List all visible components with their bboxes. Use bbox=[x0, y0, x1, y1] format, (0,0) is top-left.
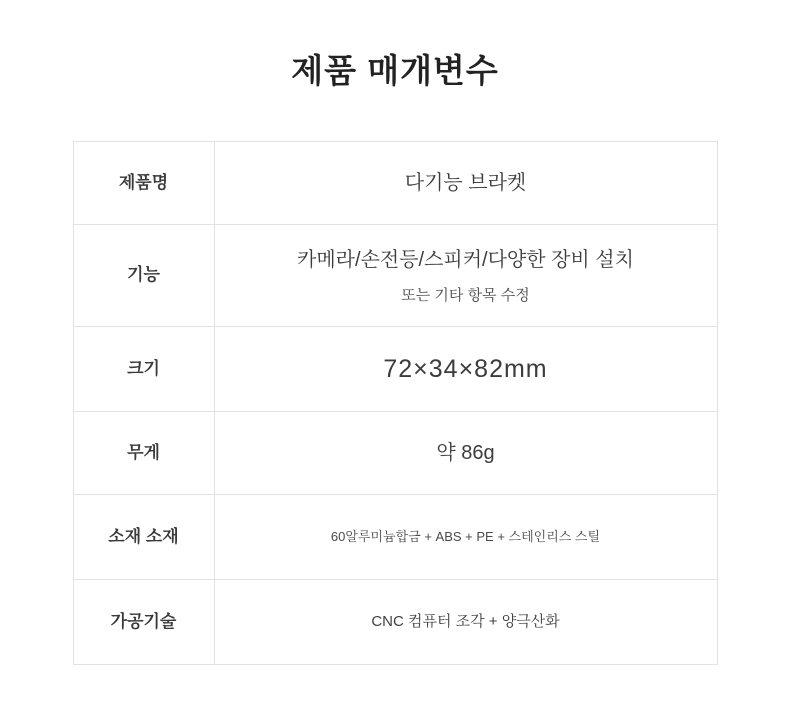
spec-label: 소재 소재 bbox=[73, 494, 214, 579]
spec-value bbox=[214, 224, 717, 326]
page-title: 제품 매개변수 bbox=[291, 52, 499, 89]
spec-value bbox=[214, 579, 717, 664]
spec-value-text: 카메라/손전등/스피커/다양한 장비 설치 bbox=[297, 248, 634, 271]
spec-value-text: 다기능 브라켓 bbox=[404, 171, 527, 194]
product-spec-table bbox=[73, 141, 718, 665]
spec-label: 크기 bbox=[73, 326, 214, 411]
spec-value bbox=[214, 411, 717, 494]
spec-value-subtext: 또는 기타 항목 수정 bbox=[401, 286, 530, 304]
spec-value-text: 72×34×82mm bbox=[383, 354, 548, 383]
spec-table-container bbox=[73, 141, 718, 665]
spec-label: 기능 bbox=[73, 224, 214, 326]
spec-value-text: CNC 컴퓨터 조각 + 양극산화 bbox=[371, 613, 560, 631]
table-row bbox=[73, 411, 717, 494]
table-row bbox=[73, 224, 717, 326]
spec-label: 제품명 bbox=[73, 141, 214, 224]
spec-value bbox=[214, 141, 717, 224]
table-row bbox=[73, 579, 717, 664]
spec-label: 가공기술 bbox=[73, 579, 214, 664]
spec-value-text: 약 86g bbox=[436, 441, 495, 464]
table-row bbox=[73, 494, 717, 579]
spec-value bbox=[214, 326, 717, 411]
spec-label: 무게 bbox=[73, 411, 214, 494]
spec-value bbox=[214, 494, 717, 579]
spec-value-text: 60알루미늄합금 + ABS + PE + 스테인리스 스틸 bbox=[330, 528, 601, 544]
table-row bbox=[73, 141, 717, 224]
table-row bbox=[73, 326, 717, 411]
